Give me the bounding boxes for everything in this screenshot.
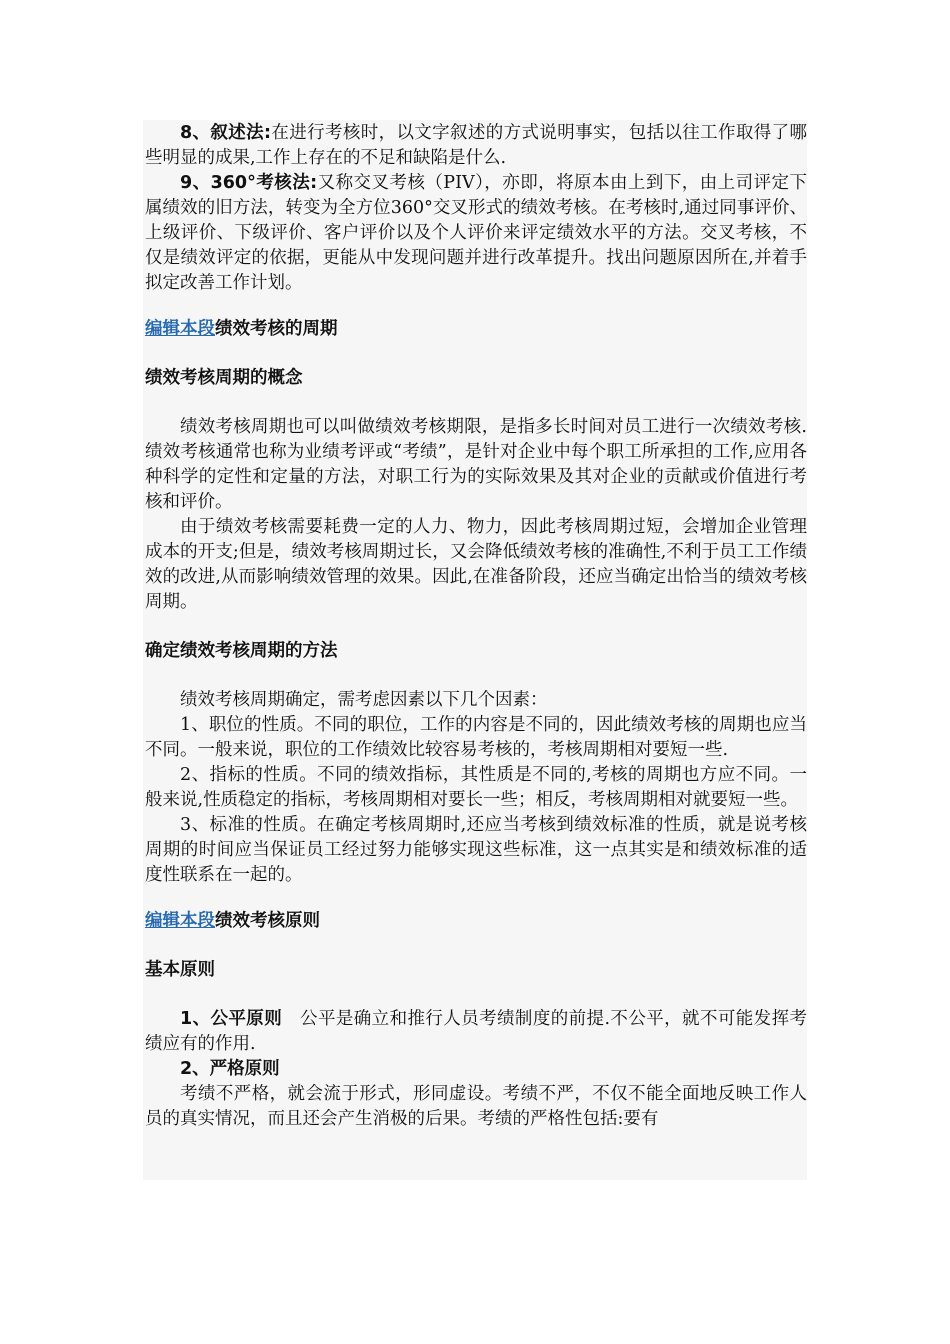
- item-8-text: 在进行考核时，以文字叙述的方式说明事实，包括以往工作取得了哪些明显的成果,工作上存在的不足和缺陷是什么.: [145, 123, 807, 168]
- principle-2-label: 2、严格原则: [180, 1059, 280, 1079]
- item-9-text: 又称交叉考核（PIV），亦即，将原本由上到下，由上司评定下属绩效的旧方法，转变为全方位360°交叉形式的绩效考核。在考核时,通过同事评价、上级评价、下级评价、客户评价以及个人评价来评定绩效水平的方法。交叉考核，不仅是绩效评定的依据，更能从中发现问题并进行改革提升。找出问题原因所在,并着手拟定改善工作计划。: [145, 173, 807, 293]
- paragraph-principle-2-label: [145, 1057, 807, 1082]
- section-title: 绩效考核的周期: [215, 319, 338, 339]
- section-heading-cycle: [145, 317, 807, 342]
- document-body: [145, 121, 807, 1132]
- section-title: 绩效考核原则: [215, 911, 320, 931]
- paragraph-method-intro: 绩效考核周期确定，需考虑因素以下几个因素：: [180, 690, 548, 710]
- subheading-basic-principles: 基本原则: [145, 960, 215, 980]
- principle-1-label: 1、公平原则: [180, 1009, 283, 1029]
- edit-section-link[interactable]: 编辑本段: [145, 911, 215, 931]
- section-heading-principle: [145, 909, 807, 934]
- paragraph-item-9: [145, 171, 807, 296]
- item-9-label: 9、360°考核法:: [180, 173, 318, 193]
- edit-section-link[interactable]: 编辑本段: [145, 319, 215, 339]
- paragraph-method-2: 2、指标的性质。不同的绩效指标，其性质是不同的,考核的周期也方应不同。一般来说,性质稳定的指标，考核周期相对要长一些；相反，考核周期相对就要短一些。: [145, 765, 807, 810]
- item-8-label: 8、叙述法:: [180, 123, 272, 143]
- subheading-cycle-method: 确定绩效考核周期的方法: [145, 641, 338, 661]
- paragraph-method-1: 1、职位的性质。不同的职位，工作的内容是不同的，因此绩效考核的周期也应当不同。一般来说，职位的工作绩效比较容易考核的，考核周期相对要短一些.: [145, 715, 807, 760]
- principle-1-text: 公平是确立和推行人员考绩制度的前提.不公平，就不可能发挥考绩应有的作用.: [145, 1009, 807, 1054]
- paragraph-method-3: 3、标准的性质。在确定考核周期时,还应当考核到绩效标准的性质，就是说考核周期的时间应当保证员工经过努力能够实现这些标准，这一点其实是和绩效标准的适度性联系在一起的。: [145, 815, 807, 885]
- subheading-cycle-concept: 绩效考核周期的概念: [145, 368, 303, 388]
- paragraph-principle-2-text: 考绩不严格，就会流于形式，形同虚设。考绩不严，不仅不能全面地反映工作人员的真实情况，而且还会产生消极的后果。考绩的严格性包括:要有: [145, 1084, 807, 1129]
- paragraph-principle-1: [145, 1007, 807, 1057]
- paragraph-concept-2: 由于绩效考核需要耗费一定的人力、物力，因此考核周期过短，会增加企业管理成本的开支;但是，绩效考核周期过长，又会降低绩效考核的准确性,不利于员工工作绩效的改进,从而影响绩效管理的效果。因此,在准备阶段，还应当确定出恰当的绩效考核周期。: [145, 517, 807, 612]
- paragraph-item-8: [145, 121, 807, 171]
- paragraph-concept-1: 绩效考核周期也可以叫做绩效考核期限，是指多长时间对员工进行一次绩效考核.绩效考核通常也称为业绩考评或“考绩”，是针对企业中每个职工所承担的工作,应用各种科学的定性和定量的方法，对职工行为的实际效果及其对企业的贡献或价值进行考核和评价。: [145, 417, 807, 512]
